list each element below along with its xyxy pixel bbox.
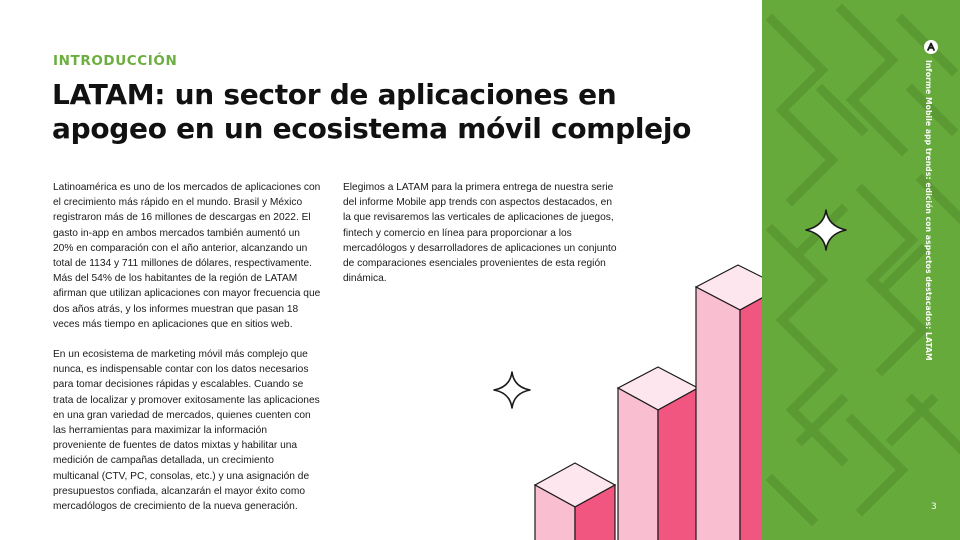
bar-front: [618, 388, 658, 540]
bar-side: [740, 287, 762, 540]
bar-side: [658, 388, 698, 540]
body-column-left: [53, 180, 321, 529]
sparkle-icon: [492, 370, 532, 410]
paragraph: Elegimos a LATAM para la primera entrega de nuestra serie del informe Mobile app trends con aspectos destacados, en la que revisaremos las verticales de aplicaciones de juegos, fintech y comercio en línea para proporcionar a los mercadólogos y desarrolladores de aplicaciones un conjunto de comparaciones esenciales provenientes de esta región dinámica.: [343, 182, 617, 285]
vertical-report-title: Informe Mobile app trends: edición con aspectos destacados: LATAM: [924, 60, 933, 361]
section-label: INTRODUCCIÓN: [53, 53, 178, 69]
page-title: LATAM: un sector de aplicaciones en apogeo en un ecosistema móvil complejo: [52, 78, 692, 145]
bar-front: [696, 287, 740, 540]
paragraph: Latinoamérica es uno de los mercados de aplicaciones con el crecimiento más rápido en el mundo. Brasil y México registraron más de 16 millones de descargas en 2022. El gasto in-app en ambos mercados también aumentó un 20% en comparación con el año anterior, alcanzando un total de 1134 y 711 millones de dólares, respectivamente. Más del 54% de los habitantes de la región de LATAM afirman que utilizan aplicaciones con mayor frecuencia que dos años atrás, y los informes muestran que pasan 18 veces más tiempo en aplicaciones que en sitios web.: [53, 182, 321, 330]
brand-logo-icon: [924, 40, 938, 54]
paragraph: En un ecosistema de marketing móvil más complejo que nunca, es indispensable contar con los datos necesarios para tomar decisiones rápidas y escalables. Cuando se trata de localizar y promover exitosamente las aplicaciones en una gran variedad de mercados, quienes cuenten con las herramientas para maximizar la información proveniente de fuentes de datos mixtas y habilitar una medición de campañas detallada, un crecimiento multicanal (CTV, PC, consolas, etc.) y una asignación de presupuestos confiada, alcanzarán el mayor éxito como mercadólogos de crecimiento de la nueva generación.: [53, 349, 320, 513]
sparkle-icon: [803, 207, 849, 253]
page-number: 3: [931, 502, 937, 512]
decorative-bars-illustration: [520, 255, 762, 540]
